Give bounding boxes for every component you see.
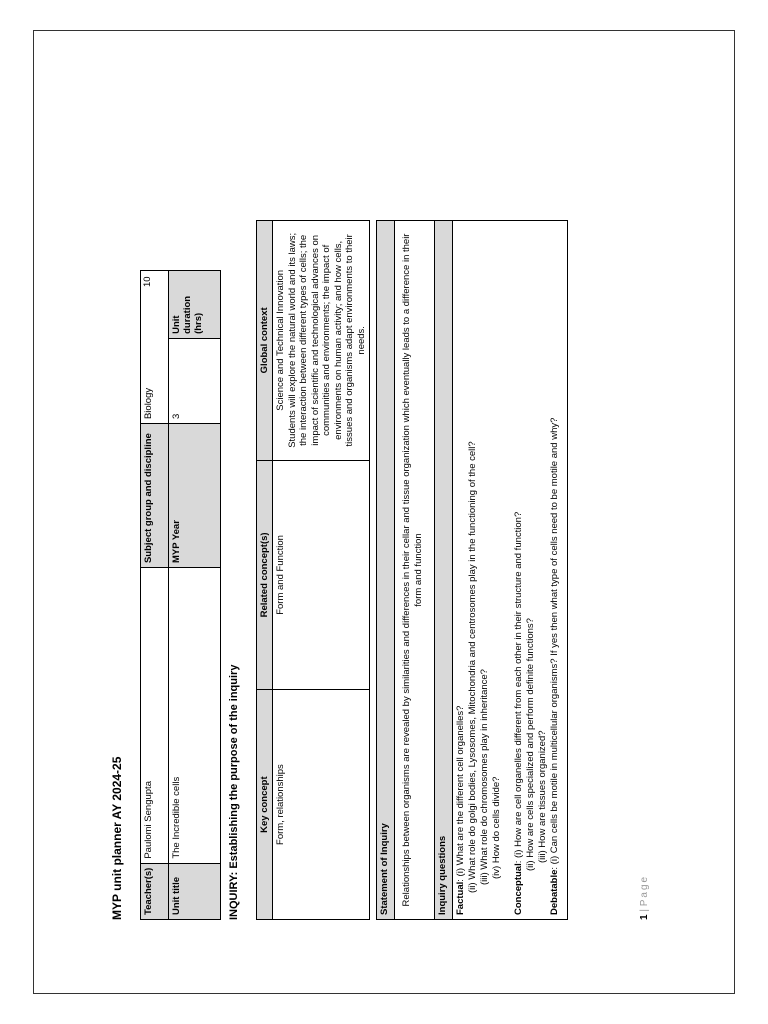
unit-header-table [140, 270, 221, 920]
conceptual-line-3: (iii) How are tissues organized? [537, 730, 548, 863]
conceptual-label: Conceptual [513, 863, 524, 915]
debatable-line-1: Debatable: (i) Can cells be motile in multicellular organisms? If yes then what type of cells need to be motile and why? [549, 417, 560, 915]
unit-title-label: Unit title [169, 863, 221, 919]
page-frame [33, 30, 735, 994]
inquiry-questions-label: Inquiry questions [435, 221, 453, 920]
column-related-concepts: Related concept(s) [257, 460, 273, 690]
inquiry-questions-cell [453, 221, 568, 920]
inquiry-section-heading: INQUIRY: Establishing the purpose of the inquiry [228, 664, 240, 920]
factual-line-3: (iii) What role do chromosomes play in inheritance? [479, 669, 490, 885]
factual-label: Factual [455, 881, 466, 915]
page-word: Page [639, 874, 650, 907]
concepts-table [256, 220, 370, 920]
column-global-context: Global context [257, 221, 273, 461]
myp-year-label: MYP Year [169, 424, 221, 568]
global-context-text: Students will explore the natural world and its laws; the interaction between different types of cells; the impact of scientific and technological advances on communities and environments; the impact of environments on human activity; and how cells, tissues and organisms adapt environments to their needs. [286, 232, 367, 448]
unit-title-value: The Incredible cells [169, 568, 221, 864]
page-footer [639, 875, 650, 920]
statement-label: Statement of Inquiry [377, 221, 395, 920]
document-page [34, 31, 736, 995]
statement-text: Relationships between organisms are revealed by similarities and differences in their cellar and tissue organization which eventually leads to a difference in their form and function [395, 221, 435, 920]
statement-questions-table [376, 220, 568, 920]
duration-label: Unit duration (hrs) [169, 271, 221, 339]
key-concept-value: Form, relationships [273, 690, 370, 920]
column-key-concept: Key concept [257, 690, 273, 920]
document-title: MYP unit planner AY 2024-25 [110, 756, 124, 920]
myp-year-value: 3 [169, 338, 221, 423]
factual-line-1: Factual: (i) What are the different cell organelles? [455, 705, 466, 915]
conceptual-line-1: Conceptual: (i) How are cell organelles different from each other in their structure and function? [513, 511, 524, 915]
debatable-label: Debatable [549, 869, 560, 915]
footer-separator: | [639, 909, 650, 912]
subject-value: Biology [141, 271, 169, 424]
related-concepts-value: Form and Function [273, 460, 370, 690]
conceptual-line-2: (ii) How are cells specialized and perform definite functions? [525, 618, 536, 871]
subject-label: Subject group and discipline [141, 424, 169, 568]
teacher-value: Paulomi Sengupta [141, 568, 169, 864]
factual-line-2: (ii) What role do golgi bodies, Lysosomes, Mitochondria and centrosomes play in the functioning of the cell? [467, 441, 478, 893]
teacher-label: Teacher(s) [141, 863, 169, 919]
global-context-title: Science and Technical Innovation [275, 269, 286, 411]
duration-value: 10 [142, 276, 153, 287]
global-context-cell [273, 221, 370, 461]
factual-line-4: (iv) How do cells divide? [491, 776, 502, 879]
page-number: 1 [639, 914, 650, 920]
